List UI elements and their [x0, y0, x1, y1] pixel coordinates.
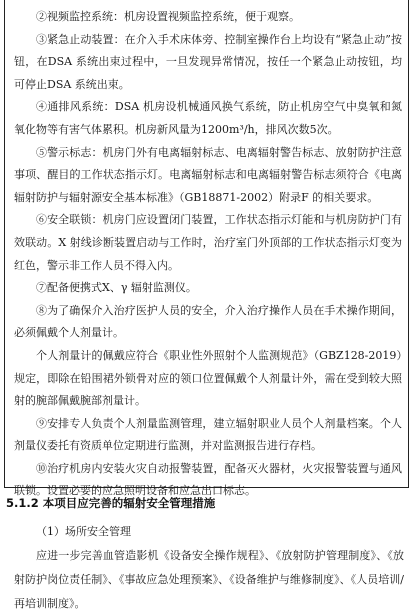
list-item-dose-management: ⑨安排专人负责个人剂量监测管理，建立辐射职业人员个人剂量档案。个人剂量仪委托有资质单位定期进行监测，并对监测报告进行存档。 [14, 416, 402, 453]
section-heading: 5.1.2 本项目应完善的辐射安全管理措施 [6, 496, 216, 510]
list-item-video-monitoring: ②视频监控系统：机房设置视频监控系统，便于观察。 [36, 10, 300, 23]
list-item-warning-signs: ⑤警示标志：机房门外有电离辐射标志、电离辐射警告标志、放射防护注意事项、醒目的工作状态指示灯。电离辐射标志和电离辐射警告标志须符合《电离辐射防护与辐射源安全基本标准》（GB18871-2002）附录F 的相关要求。 [14, 145, 402, 204]
measures-list [14, 6, 402, 503]
sub-heading: （1）场所安全管理 [36, 525, 131, 538]
list-item-dosimeter-standard: 个人剂量计的佩戴应符合《职业性外照射个人监测规范》（GBZ128-2019）规定，即除在铅围裙外锁骨对应的领口位置佩戴个人剂量计外，需在受到较大照射的腕部佩戴腕部剂量计。 [14, 348, 402, 408]
list-item-dosimeter: ⑧为了确保介入治疗医护人员的安全，介入治疗操作人员在手术操作期间，必须佩戴个人剂量计。 [14, 303, 402, 340]
list-item-safety-interlock: ⑥安全联锁：机房门应设置闭门装置，工作状态指示灯能和与机房防护门有效联动。X 射线诊断装置启动与工作时，治疗室门外顶部的工作状态指示灯变为红色，警示非工作人员不得入内。 [14, 213, 402, 272]
site-safety-section [14, 520, 404, 616]
sub-paragraph: 应进一步完善血管造影机《设备安全操作规程》、《放射防护管理制度》、《放射防护岗位责任制》、《事故应急处理预案》、《设备维护与维修制度》、《人员培训/再培训制度》。 [14, 549, 404, 610]
list-item-ventilation: ④通排风系统：DSA 机房设机械通风换气系统，防止机房空气中臭氧和氮氧化物等有害气体累积。机房新风量为1200m³/h，排风次数5次。 [14, 100, 402, 136]
list-item-radiation-monitor: ⑦配备便携式X、γ 辐射监测仪。 [36, 281, 197, 295]
list-item-emergency-stop: ③紧急止动装置：在介入手术床体旁、控制室操作台上均设有“紧急止动”按钮，在DSA 系统出束过程中，一旦发现异常情况，按任一个紧急止动按钮，均可停止DSA 系统出束。 [14, 32, 402, 91]
list-item-fire-alarm: ⑩治疗机房内安装火灾自动报警装置，配备灭火器材，火灾报警装置与通风联锁。设置必要的应急照明设备和应急出口标志。 [14, 461, 402, 498]
